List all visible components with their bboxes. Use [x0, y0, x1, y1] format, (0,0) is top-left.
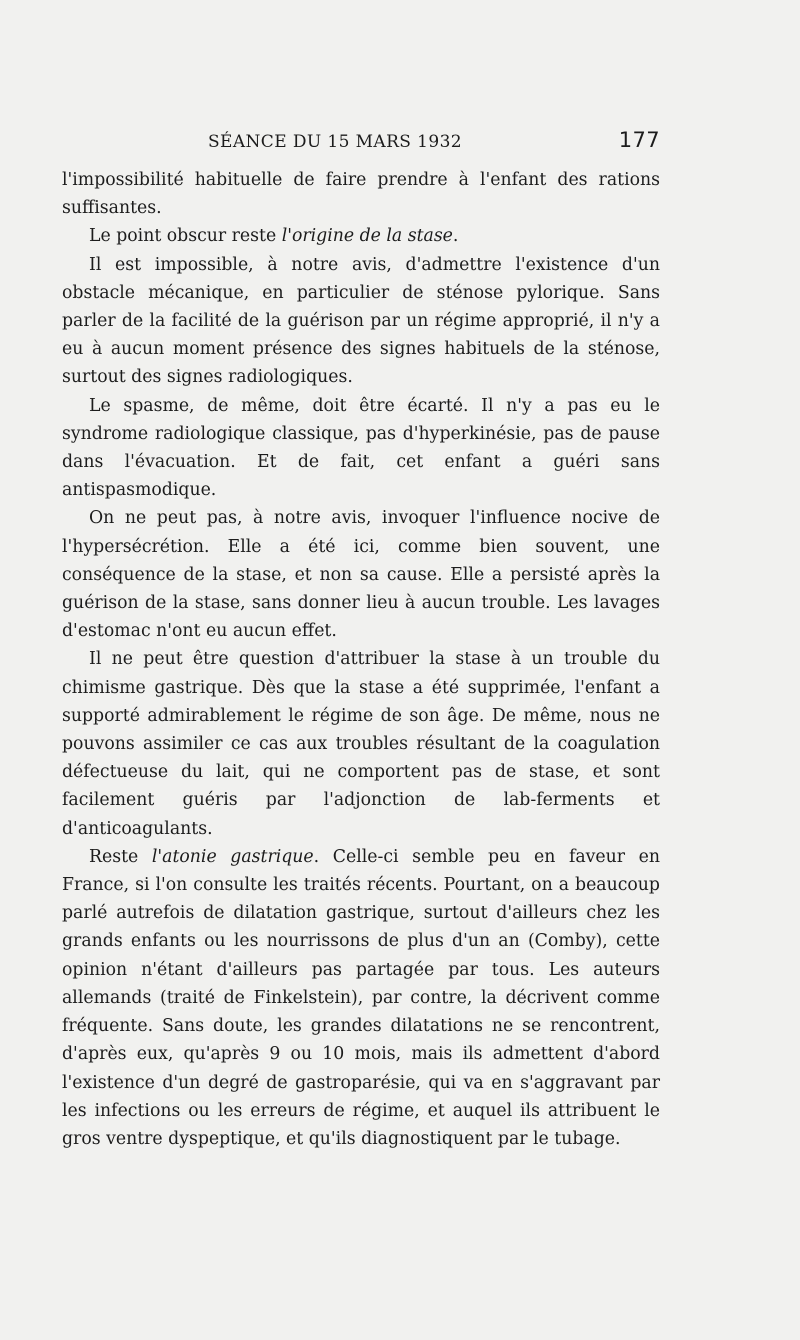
paragraph-continuation: l'impossibilité habituelle de faire prendre à l'enfant des rations suffisantes.: [62, 170, 660, 219]
page-number: 177: [618, 128, 660, 152]
paragraph-hypersecretion: On ne peut pas, à notre avis, invoquer l'influence nocive de l'hypersécrétion. Elle a été ici, comme bien souvent, une conséquence de la stase, et non sa cause. Elle a persisté après la guérison de la stase, sans donner lieu à aucun trouble. Les lavages d'estomac n'ont eu aucun effet.: [62, 508, 660, 642]
body-text: [62, 166, 660, 1153]
paragraph-spasm: Le spasme, de même, doit être écarté. Il n'y a pas eu le syndrome radiologique classique, pas d'hyperkinésie, pas de pause dans l'évacuation. Et de fait, cet enfant a guéri sans antispasmodique.: [62, 395, 660, 501]
paragraph-gastric-atony: Reste l'atonie gastrique. Celle-ci semble peu en faveur en France, si l'on consulte les traités récents. Pourtant, on a beaucoup parlé autrefois de dilatation gastrique, surtout d'ailleurs chez les grands enfants ou les nourrissons de plus d'un an (Comby), cette opinion n'étant d'ailleurs pas partagée par tous. Les auteurs allemands (traité de Finkelstein), par contre, la décrivent comme fréquente. Sans doute, les grandes dilatations ne se rencontrent, d'après eux, qu'après 9 ou 10 mois, mais ils admettent d'abord l'existence d'un degré de gastroparésie, qui va en s'aggravant par les infections ou les erreurs de régime, et auquel ils attribuent le gros ventre dyspeptique, et qu'ils diagnostiquent par le tubage.: [62, 846, 660, 1149]
paragraph-chemistry: Il ne peut être question d'attribuer la stase à un trouble du chimisme gastrique. Dès que la stase a été supprimée, l'enfant a supporté admirablement le régime de son âge. De même, nous ne pouvons assimiler ce cas aux troubles résultant de la coagulation défectueuse du lait, qui ne comportent pas de stase, et sont facilement guéris par l'adjonction de lab-ferments et d'anticoagulants.: [62, 649, 660, 839]
emphasis-atonie-gastrique: l'atonie gastrique: [151, 846, 314, 867]
emphasis-origine-stase: l'origine de la stase: [281, 226, 453, 247]
paragraph-mechanical-obstacle: Il est impossible, à notre avis, d'admettre l'existence d'un obstacle mécanique, en particulier de sténose pylorique. Sans parler de la facilité de la guérison par un régime approprié, il n'y a eu à aucun moment présence des signes habituels de la sténose, surtout des signes radiologiques.: [62, 254, 660, 388]
running-title: SÉANCE DU 15 MARS 1932: [208, 132, 463, 152]
paragraph-stasis-origin: Le point obscur reste l'origine de la stase.: [89, 226, 459, 247]
running-head: [60, 128, 660, 158]
